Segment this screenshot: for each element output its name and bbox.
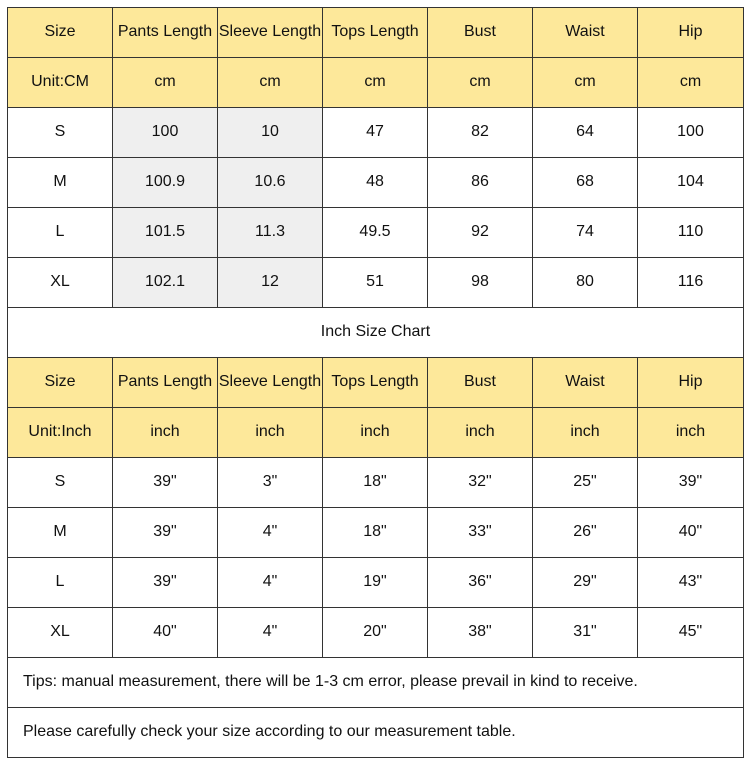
- value-cell: 64: [533, 108, 638, 158]
- value-cell: 49.5: [323, 208, 428, 258]
- table-row: [8, 158, 744, 208]
- check-row: [8, 708, 744, 758]
- value-cell: 26": [533, 508, 638, 558]
- value-cell: 100.9: [113, 158, 218, 208]
- unit-cell: cm: [218, 58, 323, 108]
- table-row: [8, 258, 744, 308]
- value-cell: 11.3: [218, 208, 323, 258]
- inch-title-row: [8, 308, 744, 358]
- unit-cell: Unit:Inch: [8, 408, 113, 458]
- size-cell: S: [8, 458, 113, 508]
- value-cell: 39": [113, 508, 218, 558]
- value-cell: 4": [218, 558, 323, 608]
- size-cell: L: [8, 558, 113, 608]
- header-cell: Tops Length: [323, 358, 428, 408]
- value-cell: 80: [533, 258, 638, 308]
- cm-header-row: [8, 8, 744, 58]
- table-row: [8, 558, 744, 608]
- size-chart-table: [7, 7, 744, 758]
- unit-cell: inch: [218, 408, 323, 458]
- table-row: [8, 208, 744, 258]
- value-cell: 4": [218, 608, 323, 658]
- header-cell: Bust: [428, 358, 533, 408]
- inch-size-chart-title: Inch Size Chart: [8, 308, 744, 358]
- size-cell: L: [8, 208, 113, 258]
- value-cell: 20": [323, 608, 428, 658]
- tip-text: Tips: manual measurement, there will be 1-3 cm error, please prevail in kind to receive.: [8, 658, 744, 708]
- inch-header-row: [8, 358, 744, 408]
- unit-cell: inch: [113, 408, 218, 458]
- header-cell: Tops Length: [323, 8, 428, 58]
- header-cell: Hip: [638, 358, 744, 408]
- value-cell: 39": [638, 458, 744, 508]
- value-cell: 33": [428, 508, 533, 558]
- unit-cell: inch: [323, 408, 428, 458]
- unit-cell: inch: [533, 408, 638, 458]
- value-cell: 39": [113, 458, 218, 508]
- unit-cell: cm: [533, 58, 638, 108]
- value-cell: 45": [638, 608, 744, 658]
- unit-cell: inch: [638, 408, 744, 458]
- header-cell: Sleeve Length: [218, 358, 323, 408]
- header-cell: Pants Length: [113, 358, 218, 408]
- value-cell: 102.1: [113, 258, 218, 308]
- value-cell: 92: [428, 208, 533, 258]
- size-cell: M: [8, 508, 113, 558]
- value-cell: 29": [533, 558, 638, 608]
- unit-cell: Unit:CM: [8, 58, 113, 108]
- table-row: [8, 608, 744, 658]
- header-cell: Sleeve Length: [218, 8, 323, 58]
- unit-cell: cm: [428, 58, 533, 108]
- unit-cell: cm: [323, 58, 428, 108]
- header-cell: Size: [8, 8, 113, 58]
- value-cell: 32": [428, 458, 533, 508]
- header-cell: Hip: [638, 8, 744, 58]
- value-cell: 4": [218, 508, 323, 558]
- value-cell: 36": [428, 558, 533, 608]
- value-cell: 10.6: [218, 158, 323, 208]
- cm-unit-row: [8, 58, 744, 108]
- unit-cell: cm: [113, 58, 218, 108]
- table-row: [8, 108, 744, 158]
- size-cell: XL: [8, 258, 113, 308]
- table-row: [8, 458, 744, 508]
- value-cell: 18": [323, 458, 428, 508]
- unit-cell: cm: [638, 58, 744, 108]
- header-cell: Waist: [533, 8, 638, 58]
- table-row: [8, 508, 744, 558]
- value-cell: 116: [638, 258, 744, 308]
- inch-unit-row: [8, 408, 744, 458]
- header-cell: Waist: [533, 358, 638, 408]
- unit-cell: inch: [428, 408, 533, 458]
- value-cell: 40": [638, 508, 744, 558]
- value-cell: 19": [323, 558, 428, 608]
- value-cell: 25": [533, 458, 638, 508]
- value-cell: 39": [113, 558, 218, 608]
- value-cell: 100: [638, 108, 744, 158]
- value-cell: 110: [638, 208, 744, 258]
- size-cell: XL: [8, 608, 113, 658]
- value-cell: 100: [113, 108, 218, 158]
- value-cell: 40": [113, 608, 218, 658]
- header-cell: Size: [8, 358, 113, 408]
- size-cell: M: [8, 158, 113, 208]
- value-cell: 98: [428, 258, 533, 308]
- size-cell: S: [8, 108, 113, 158]
- value-cell: 101.5: [113, 208, 218, 258]
- value-cell: 68: [533, 158, 638, 208]
- value-cell: 47: [323, 108, 428, 158]
- value-cell: 74: [533, 208, 638, 258]
- value-cell: 82: [428, 108, 533, 158]
- value-cell: 10: [218, 108, 323, 158]
- value-cell: 86: [428, 158, 533, 208]
- value-cell: 38": [428, 608, 533, 658]
- value-cell: 51: [323, 258, 428, 308]
- tip-row: [8, 658, 744, 708]
- header-cell: Bust: [428, 8, 533, 58]
- value-cell: 12: [218, 258, 323, 308]
- value-cell: 104: [638, 158, 744, 208]
- header-cell: Pants Length: [113, 8, 218, 58]
- value-cell: 31": [533, 608, 638, 658]
- value-cell: 18": [323, 508, 428, 558]
- value-cell: 3": [218, 458, 323, 508]
- check-size-text: Please carefully check your size according to our measurement table.: [8, 708, 744, 758]
- value-cell: 43": [638, 558, 744, 608]
- value-cell: 48: [323, 158, 428, 208]
